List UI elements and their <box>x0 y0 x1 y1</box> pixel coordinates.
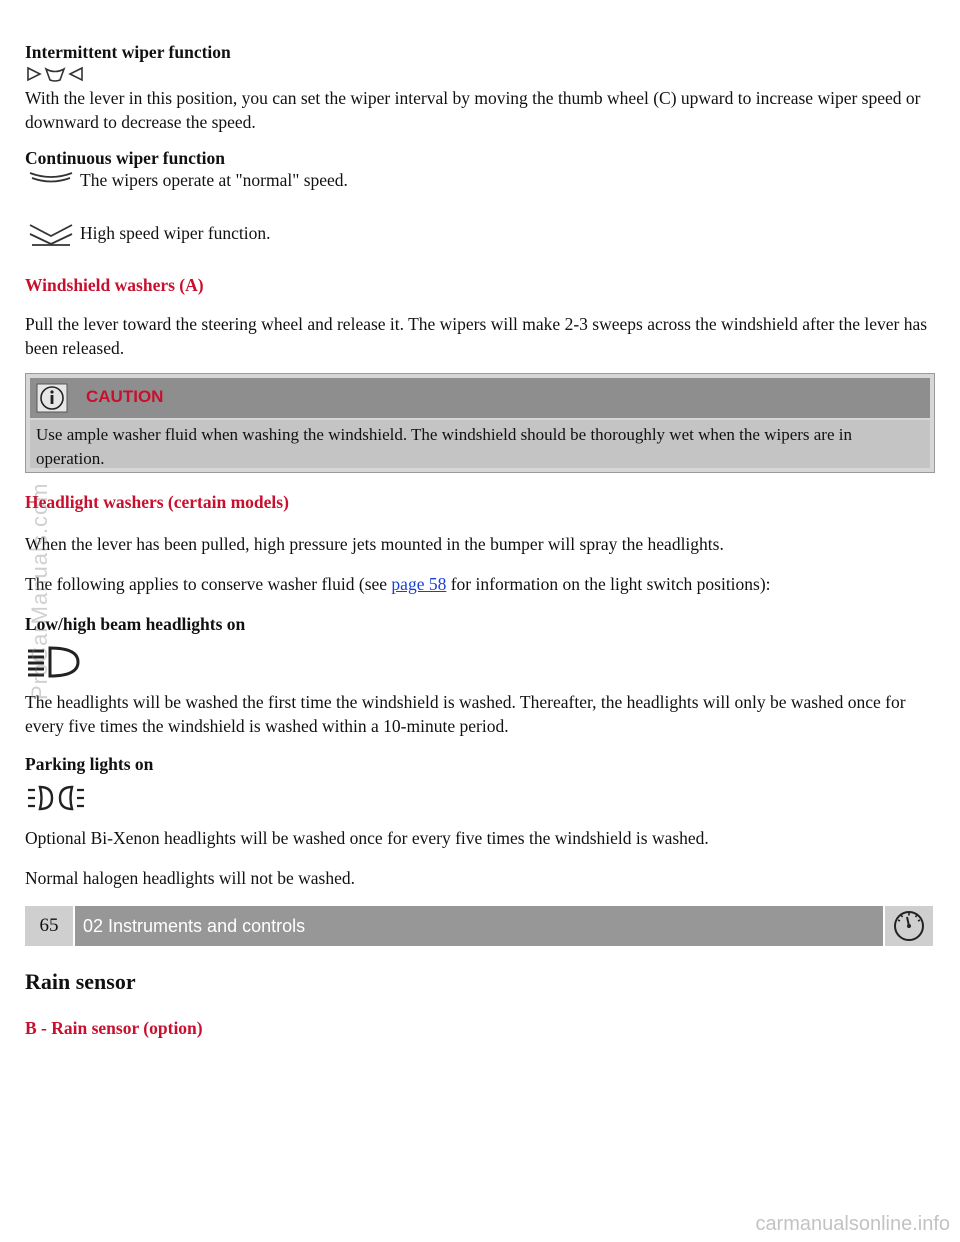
high-speed-wiper-text: High speed wiper function. <box>80 223 271 243</box>
low-high-beam-heading: Low/high beam headlights on <box>25 614 246 634</box>
rain-sensor-subheading: B - Rain sensor (option) <box>25 1018 203 1038</box>
headlight-washers-heading: Headlight washers (certain models) <box>25 492 289 512</box>
caution-box <box>25 373 935 473</box>
page-58-link[interactable]: page 58 <box>391 574 447 594</box>
windshield-washers-text: Pull the lever toward the steering wheel and release it. The wipers will make 2-3 sweeps across the windshield after the lever has been released. <box>25 314 928 358</box>
caution-text: Use ample washer fluid when washing the windshield. The windshield should be thoroughly wet when the wipers are in operation. <box>36 425 852 468</box>
normal-wiper-text: The wipers operate at "normal" speed. <box>80 170 348 190</box>
page-number: 65 <box>25 906 73 946</box>
conserve-fluid-text: The following applies to conserve washer fluid (see page 58 for information on the light switch positions): <box>25 574 771 594</box>
footer-watermark: carmanualsonline.info <box>755 1213 950 1235</box>
bixenon-text: Optional Bi-Xenon headlights will be washed once for every five times the windshield is washed. <box>25 828 709 848</box>
rain-sensor-title: Rain sensor <box>25 969 136 994</box>
intermittent-wiper-text: With the lever in this position, you can set the wiper interval by moving the thumb wheel (C) upward to increase wiper speed or downward to decrease the speed. <box>25 88 921 132</box>
intermittent-wiper-icon <box>26 64 84 84</box>
continuous-wiper-heading: Continuous wiper function <box>25 148 226 168</box>
halogen-text: Normal halogen headlights will not be washed. <box>25 868 355 888</box>
gauge-icon <box>892 910 926 942</box>
info-icon <box>36 383 68 413</box>
gauge-icon-box <box>885 906 933 946</box>
headlight-washers-text: When the lever has been pulled, high pressure jets mounted in the bumper will spray the headlights. <box>25 534 724 554</box>
caution-body <box>30 420 930 468</box>
high-speed-wiper-icon <box>28 222 74 248</box>
caution-header <box>30 378 930 418</box>
windshield-washers-heading: Windshield washers (A) <box>25 275 204 295</box>
chapter-bar <box>25 906 933 946</box>
parking-lights-icon <box>26 783 86 813</box>
caution-title: CAUTION <box>86 387 164 406</box>
normal-wiper-icon <box>28 170 74 186</box>
low-high-beam-text: The headlights will be washed the first time the windshield is washed. Thereafter, the headlights will only be washed once for every five times the windshield is washed within a 10-minute period. <box>25 692 906 736</box>
chapter-title: 02 Instruments and controls <box>75 906 883 946</box>
intermittent-wiper-heading: Intermittent wiper function <box>25 42 231 62</box>
parking-lights-heading: Parking lights on <box>25 754 154 774</box>
side-watermark: ProCarManuals.com <box>27 482 52 700</box>
